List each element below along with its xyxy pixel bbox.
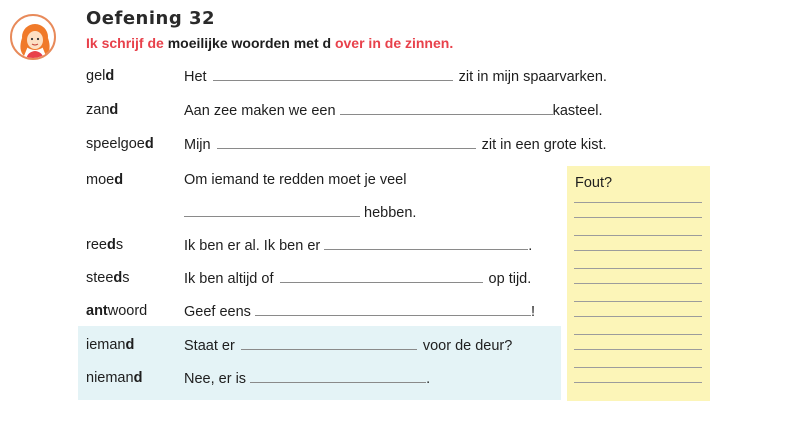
instruction-text xyxy=(86,35,453,51)
answer-blank[interactable] xyxy=(255,303,531,316)
sentence-before: Staat er xyxy=(184,338,235,354)
sentence-after: voor de deur? xyxy=(422,338,513,354)
fout-line[interactable] xyxy=(574,367,702,368)
word-plain-part: nieman xyxy=(86,370,134,386)
sentence-before: Om iemand te redden moet je veel xyxy=(184,172,407,188)
word-iemand xyxy=(86,337,134,353)
word-bold-part: d xyxy=(114,172,124,188)
answer-blank[interactable] xyxy=(250,370,426,383)
word-plain-part: gel xyxy=(86,68,106,84)
fout-line[interactable] xyxy=(574,382,702,383)
sentence-before: Mijn xyxy=(184,137,211,153)
word-plain-part: ree xyxy=(86,237,107,253)
sentence-after: op tijd. xyxy=(488,271,532,287)
word-moed xyxy=(86,172,123,188)
word-bold-part: d xyxy=(125,337,135,353)
word-plain-part: moe xyxy=(86,172,115,188)
word-niemand xyxy=(86,370,142,386)
sentence-5 xyxy=(184,237,532,254)
fout-line[interactable] xyxy=(574,301,702,302)
fout-line[interactable] xyxy=(574,250,702,251)
word-bold-part: d xyxy=(109,102,119,118)
answer-blank[interactable] xyxy=(324,237,528,250)
sentence-4 xyxy=(184,172,406,188)
answer-blank[interactable] xyxy=(280,270,483,283)
sentence-4-continued xyxy=(184,204,416,221)
answer-blank[interactable] xyxy=(340,102,553,115)
answer-blank[interactable] xyxy=(217,136,476,149)
sentence-after: kasteel. xyxy=(552,103,603,119)
instruction-part-2: moeilijke woorden met d xyxy=(167,35,332,51)
exercise-title: Oefening 32 xyxy=(86,8,216,29)
word-plain-part: s xyxy=(115,237,124,253)
word-bold-part: d xyxy=(113,270,123,286)
sentence-before: Ik ben altijd of xyxy=(184,271,274,287)
fout-label: Fout? xyxy=(575,175,613,191)
answer-blank[interactable] xyxy=(213,68,453,81)
sentence-after: ! xyxy=(530,304,535,320)
answer-blank[interactable] xyxy=(184,204,360,217)
sentence-8 xyxy=(184,337,512,354)
sentence-after: zit in mijn spaarvarken. xyxy=(458,69,607,85)
word-steeds xyxy=(86,270,130,286)
word-bold-part: d xyxy=(144,136,154,152)
fout-line[interactable] xyxy=(574,316,702,317)
word-bold-part: d xyxy=(106,237,116,253)
word-antwoord xyxy=(86,303,147,319)
sentence-2 xyxy=(184,102,603,119)
instruction-part-3: over in de zinnen. xyxy=(331,35,454,51)
word-plain-part: zan xyxy=(86,102,110,118)
word-bold-part: d xyxy=(133,370,143,386)
sentence-1 xyxy=(184,68,607,85)
fout-line[interactable] xyxy=(574,283,702,284)
sentence-3 xyxy=(184,136,607,153)
instruction-part-1: Ik schrijf de xyxy=(86,35,168,51)
fout-line[interactable] xyxy=(574,334,702,335)
word-plain-part: speelgoe xyxy=(86,136,145,152)
word-plain-part: ieman xyxy=(86,337,126,353)
word-bold-part: ant xyxy=(86,303,108,319)
sentence-before: Het xyxy=(184,69,207,85)
fout-panel xyxy=(567,166,710,401)
sentence-after: . xyxy=(426,371,431,387)
word-plain-part: woord xyxy=(107,303,148,319)
word-speelgoed xyxy=(86,136,154,152)
sentence-before: Aan zee maken we een xyxy=(184,103,336,119)
sentence-after: zit in een grote kist. xyxy=(481,137,607,153)
fout-line[interactable] xyxy=(574,235,702,236)
sentence-7 xyxy=(184,303,535,320)
word-plain-part: stee xyxy=(86,270,114,286)
girl-avatar-icon xyxy=(10,14,56,60)
sentence-before: Ik ben er al. Ik ben er xyxy=(184,238,321,254)
sentence-after: . xyxy=(528,238,533,254)
fout-line[interactable] xyxy=(574,202,702,203)
fout-line[interactable] xyxy=(574,349,702,350)
word-plain-part: s xyxy=(122,270,130,286)
fout-line[interactable] xyxy=(574,217,702,218)
fout-line[interactable] xyxy=(574,268,702,269)
word-zand xyxy=(86,102,118,118)
word-bold-part: d xyxy=(105,68,115,84)
sentence-9 xyxy=(184,370,430,387)
sentence-6 xyxy=(184,270,531,287)
answer-blank[interactable] xyxy=(241,337,417,350)
sentence-before: Geef eens xyxy=(184,304,251,320)
sentence-before: Nee, er is xyxy=(184,371,247,387)
word-geld xyxy=(86,68,114,84)
sentence-after: hebben. xyxy=(364,205,417,221)
word-reeds xyxy=(86,237,123,253)
